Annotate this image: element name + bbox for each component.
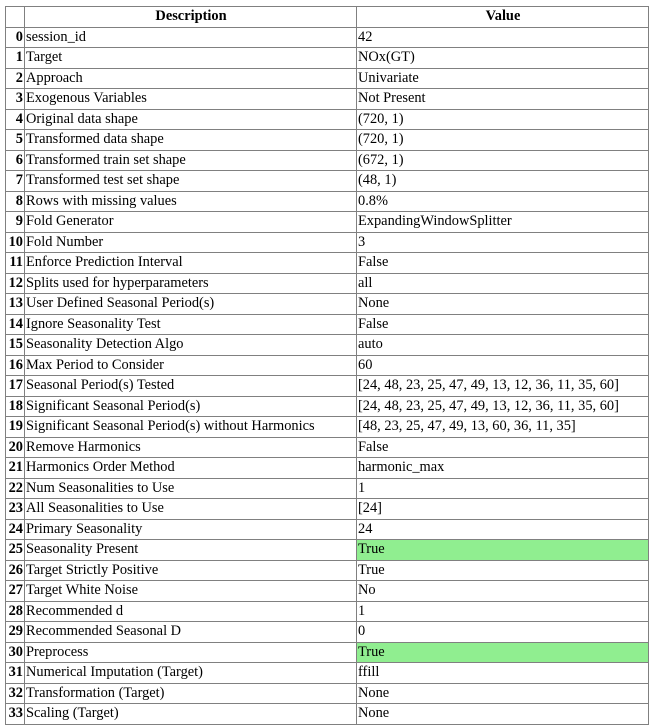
table-row: [6, 171, 649, 192]
table-row: [6, 684, 649, 705]
table-row: [6, 335, 649, 356]
table-row: [6, 622, 649, 643]
row-index: 26: [6, 561, 25, 582]
row-index: 31: [6, 663, 25, 684]
table-row: [6, 397, 649, 418]
table-row: [6, 253, 649, 274]
row-value: False: [357, 438, 649, 459]
row-index: 19: [6, 417, 25, 438]
row-description: Recommended d: [25, 602, 357, 623]
row-description: Enforce Prediction Interval: [25, 253, 357, 274]
row-value: True: [357, 643, 649, 664]
row-index: 16: [6, 356, 25, 377]
table-row: [6, 212, 649, 233]
table-row: [6, 479, 649, 500]
row-value: True: [357, 561, 649, 582]
table-row: [6, 28, 649, 49]
row-index: 6: [6, 151, 25, 172]
table-row: [6, 581, 649, 602]
row-index: 12: [6, 274, 25, 295]
row-index: 29: [6, 622, 25, 643]
table-row: [6, 151, 649, 172]
row-description: Remove Harmonics: [25, 438, 357, 459]
row-value: [24, 48, 23, 25, 47, 49, 13, 12, 36, 11, 35, 60]: [357, 397, 649, 418]
row-description: Numerical Imputation (Target): [25, 663, 357, 684]
table-row: [6, 499, 649, 520]
row-description: session_id: [25, 28, 357, 49]
row-index: 15: [6, 335, 25, 356]
row-value: False: [357, 253, 649, 274]
table-row: [6, 458, 649, 479]
row-index: 27: [6, 581, 25, 602]
row-description: Approach: [25, 69, 357, 90]
row-description: Transformed data shape: [25, 130, 357, 151]
row-value: 0: [357, 622, 649, 643]
table-row: [6, 561, 649, 582]
row-value: (720, 1): [357, 130, 649, 151]
row-value: [24]: [357, 499, 649, 520]
row-index: 5: [6, 130, 25, 151]
table-row: [6, 274, 649, 295]
row-value: True: [357, 540, 649, 561]
row-index: 0: [6, 28, 25, 49]
table-row: [6, 48, 649, 69]
row-description: Exogenous Variables: [25, 89, 357, 110]
row-index: 11: [6, 253, 25, 274]
row-description: Significant Seasonal Period(s): [25, 397, 357, 418]
row-value: No: [357, 581, 649, 602]
table-row: [6, 438, 649, 459]
row-description: Fold Generator: [25, 212, 357, 233]
row-description: Seasonality Present: [25, 540, 357, 561]
table-row: [6, 704, 649, 725]
setup-table-container: [5, 6, 649, 725]
row-value: 60: [357, 356, 649, 377]
row-value: harmonic_max: [357, 458, 649, 479]
row-index: 32: [6, 684, 25, 705]
row-value: auto: [357, 335, 649, 356]
row-value: 1: [357, 602, 649, 623]
row-value: Univariate: [357, 69, 649, 90]
row-index: 30: [6, 643, 25, 664]
row-description: Transformed test set shape: [25, 171, 357, 192]
row-index: 2: [6, 69, 25, 90]
row-index: 7: [6, 171, 25, 192]
row-index: 25: [6, 540, 25, 561]
row-index: 20: [6, 438, 25, 459]
row-description: Max Period to Consider: [25, 356, 357, 377]
row-description: Target: [25, 48, 357, 69]
table-row: [6, 602, 649, 623]
setup-summary-table: [5, 6, 649, 725]
index-column-header: [6, 7, 25, 28]
row-description: Ignore Seasonality Test: [25, 315, 357, 336]
table-row: [6, 69, 649, 90]
row-value: None: [357, 704, 649, 725]
row-description: Seasonality Detection Algo: [25, 335, 357, 356]
row-value: 3: [357, 233, 649, 254]
row-description: Recommended Seasonal D: [25, 622, 357, 643]
row-value: [48, 23, 25, 47, 49, 13, 60, 36, 11, 35]: [357, 417, 649, 438]
table-row: [6, 417, 649, 438]
value-column-header: Value: [357, 7, 649, 28]
table-row: [6, 192, 649, 213]
row-description: Target Strictly Positive: [25, 561, 357, 582]
row-index: 18: [6, 397, 25, 418]
row-value: 42: [357, 28, 649, 49]
row-index: 21: [6, 458, 25, 479]
table-row: [6, 376, 649, 397]
row-description: Original data shape: [25, 110, 357, 131]
table-row: [6, 643, 649, 664]
row-description: Harmonics Order Method: [25, 458, 357, 479]
row-value: 0.8%: [357, 192, 649, 213]
row-description: All Seasonalities to Use: [25, 499, 357, 520]
row-value: 1: [357, 479, 649, 500]
row-value: Not Present: [357, 89, 649, 110]
description-column-header: Description: [25, 7, 357, 28]
row-value: ffill: [357, 663, 649, 684]
row-description: Rows with missing values: [25, 192, 357, 213]
table-row: [6, 315, 649, 336]
row-value: all: [357, 274, 649, 295]
row-value: (672, 1): [357, 151, 649, 172]
table-row: [6, 540, 649, 561]
row-index: 13: [6, 294, 25, 315]
table-row: [6, 89, 649, 110]
row-value: ExpandingWindowSplitter: [357, 212, 649, 233]
table-row: [6, 110, 649, 131]
table-row: [6, 294, 649, 315]
row-value: None: [357, 684, 649, 705]
row-description: Fold Number: [25, 233, 357, 254]
row-index: 3: [6, 89, 25, 110]
row-value: 24: [357, 520, 649, 541]
row-description: Transformed train set shape: [25, 151, 357, 172]
row-index: 22: [6, 479, 25, 500]
row-index: 28: [6, 602, 25, 623]
row-description: User Defined Seasonal Period(s): [25, 294, 357, 315]
table-header-row: [6, 7, 649, 28]
row-value: (720, 1): [357, 110, 649, 131]
table-row: [6, 520, 649, 541]
row-description: Num Seasonalities to Use: [25, 479, 357, 500]
row-description: Primary Seasonality: [25, 520, 357, 541]
table-row: [6, 233, 649, 254]
row-index: 4: [6, 110, 25, 131]
table-row: [6, 130, 649, 151]
row-value: [24, 48, 23, 25, 47, 49, 13, 12, 36, 11, 35, 60]: [357, 376, 649, 397]
row-value: False: [357, 315, 649, 336]
row-value: (48, 1): [357, 171, 649, 192]
table-row: [6, 663, 649, 684]
row-index: 17: [6, 376, 25, 397]
row-index: 33: [6, 704, 25, 725]
row-description: Scaling (Target): [25, 704, 357, 725]
row-description: Significant Seasonal Period(s) without Harmonics: [25, 417, 357, 438]
row-index: 1: [6, 48, 25, 69]
row-description: Preprocess: [25, 643, 357, 664]
row-index: 24: [6, 520, 25, 541]
row-index: 9: [6, 212, 25, 233]
row-value: NOx(GT): [357, 48, 649, 69]
row-index: 14: [6, 315, 25, 336]
row-description: Transformation (Target): [25, 684, 357, 705]
row-index: 23: [6, 499, 25, 520]
row-index: 8: [6, 192, 25, 213]
table-row: [6, 356, 649, 377]
row-description: Seasonal Period(s) Tested: [25, 376, 357, 397]
row-index: 10: [6, 233, 25, 254]
row-description: Target White Noise: [25, 581, 357, 602]
row-value: None: [357, 294, 649, 315]
row-description: Splits used for hyperparameters: [25, 274, 357, 295]
